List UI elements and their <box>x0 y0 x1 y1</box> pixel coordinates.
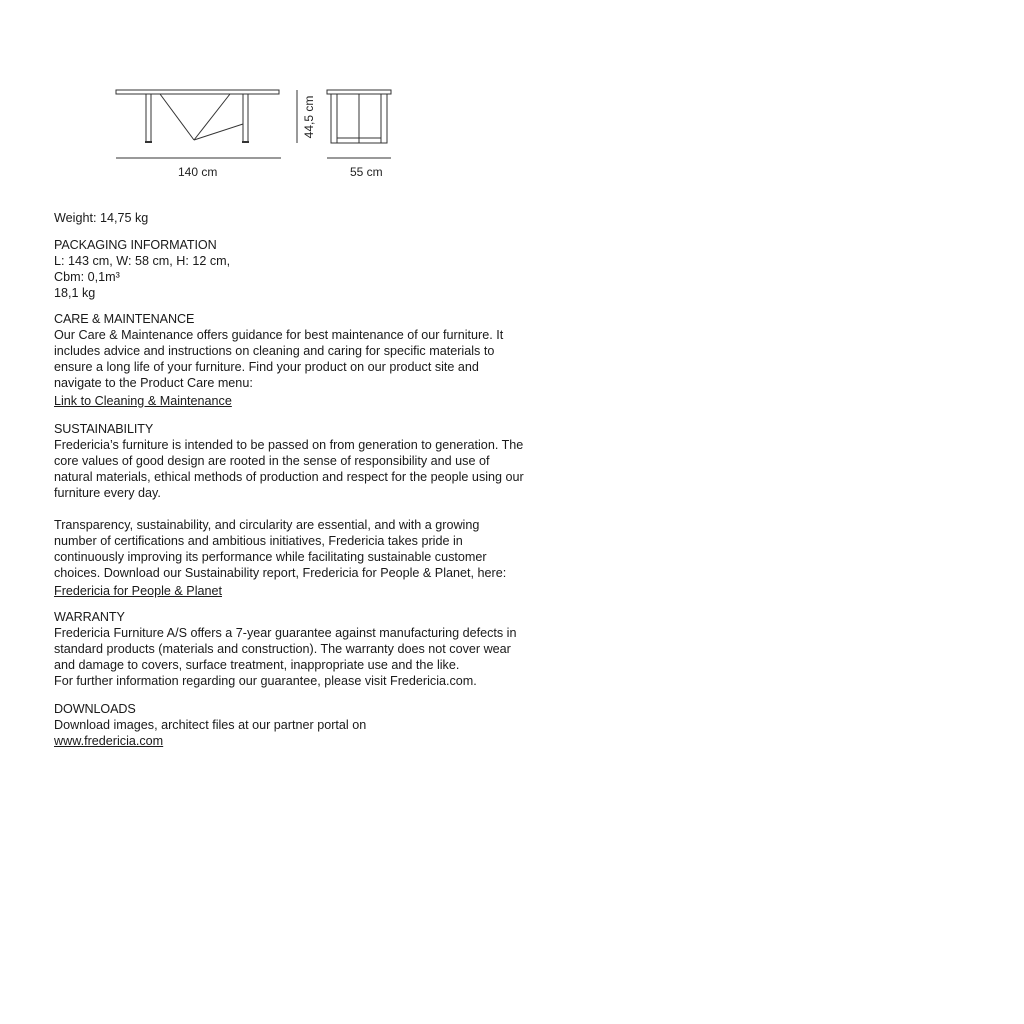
packaging-section <box>54 237 524 301</box>
bench-drawing <box>0 0 1024 200</box>
warranty-para-1: Fredericia Furniture A/S offers a 7-year guarantee against manufacturing defects in standard products (materials and construction). The warranty does not cover wear and damage to covers, surface treatment, inappropriate use and the like. <box>54 626 517 672</box>
downloads-text: Download images, architect files at our partner portal on <box>54 718 367 732</box>
care-section <box>54 311 524 409</box>
front-top-board <box>116 90 279 94</box>
warranty-section <box>54 609 524 689</box>
depth-label: 55 cm <box>350 165 383 179</box>
weight-text: Weight: 14,75 kg <box>54 211 149 225</box>
side-top-board <box>327 90 391 94</box>
sustainability-para-2: Transparency, sustainability, and circularity are essential, and with a growing number of certifications and ambitious initiatives, Fredericia takes pride in continuously improving its performance while facilitating sustainable customer choices. Download our Sustainability report, Fredericia for People & Planet, here: <box>54 518 507 580</box>
downloads-section <box>54 701 524 749</box>
care-heading: CARE & MAINTENANCE <box>54 312 195 326</box>
sustainability-link[interactable]: Fredericia for People & Planet <box>54 584 223 598</box>
dimension-diagram <box>0 0 1024 200</box>
packaging-cbm: Cbm: 0,1m³ <box>54 270 120 284</box>
front-view <box>116 90 279 142</box>
downloads-link[interactable]: www.fredericia.com <box>54 734 164 748</box>
sustainability-heading: SUSTAINABILITY <box>54 422 154 436</box>
sustainability-para-1: Fredericia’s furniture is intended to be passed on from generation to generation. The core values of good design are rooted in the sense of responsibility and use of natural materials, ethical methods of production and respect for the people using our furniture every day. <box>54 438 524 500</box>
warranty-heading: WARRANTY <box>54 610 125 624</box>
packaging-weight: 18,1 kg <box>54 286 96 300</box>
packaging-dimensions: L: 143 cm, W: 58 cm, H: 12 cm, <box>54 254 231 268</box>
side-view <box>327 90 391 143</box>
care-link[interactable]: Link to Cleaning & Maintenance <box>54 394 232 408</box>
care-text: Our Care & Maintenance offers guidance for best maintenance of our furniture. It includes advice and instructions on cleaning and caring for specific materials to ensure a long life of your furniture. Find your product on our product site and navigate to the Product Care menu: <box>54 328 504 390</box>
product-info <box>54 210 524 759</box>
warranty-para-2: For further information regarding our guarantee, please visit Fredericia.com. <box>54 674 477 688</box>
height-label: 44,5 cm <box>302 95 316 139</box>
width-label: 140 cm <box>178 165 218 179</box>
downloads-heading: DOWNLOADS <box>54 702 136 716</box>
sustainability-section <box>54 421 524 599</box>
packaging-heading: PACKAGING INFORMATION <box>54 238 217 252</box>
